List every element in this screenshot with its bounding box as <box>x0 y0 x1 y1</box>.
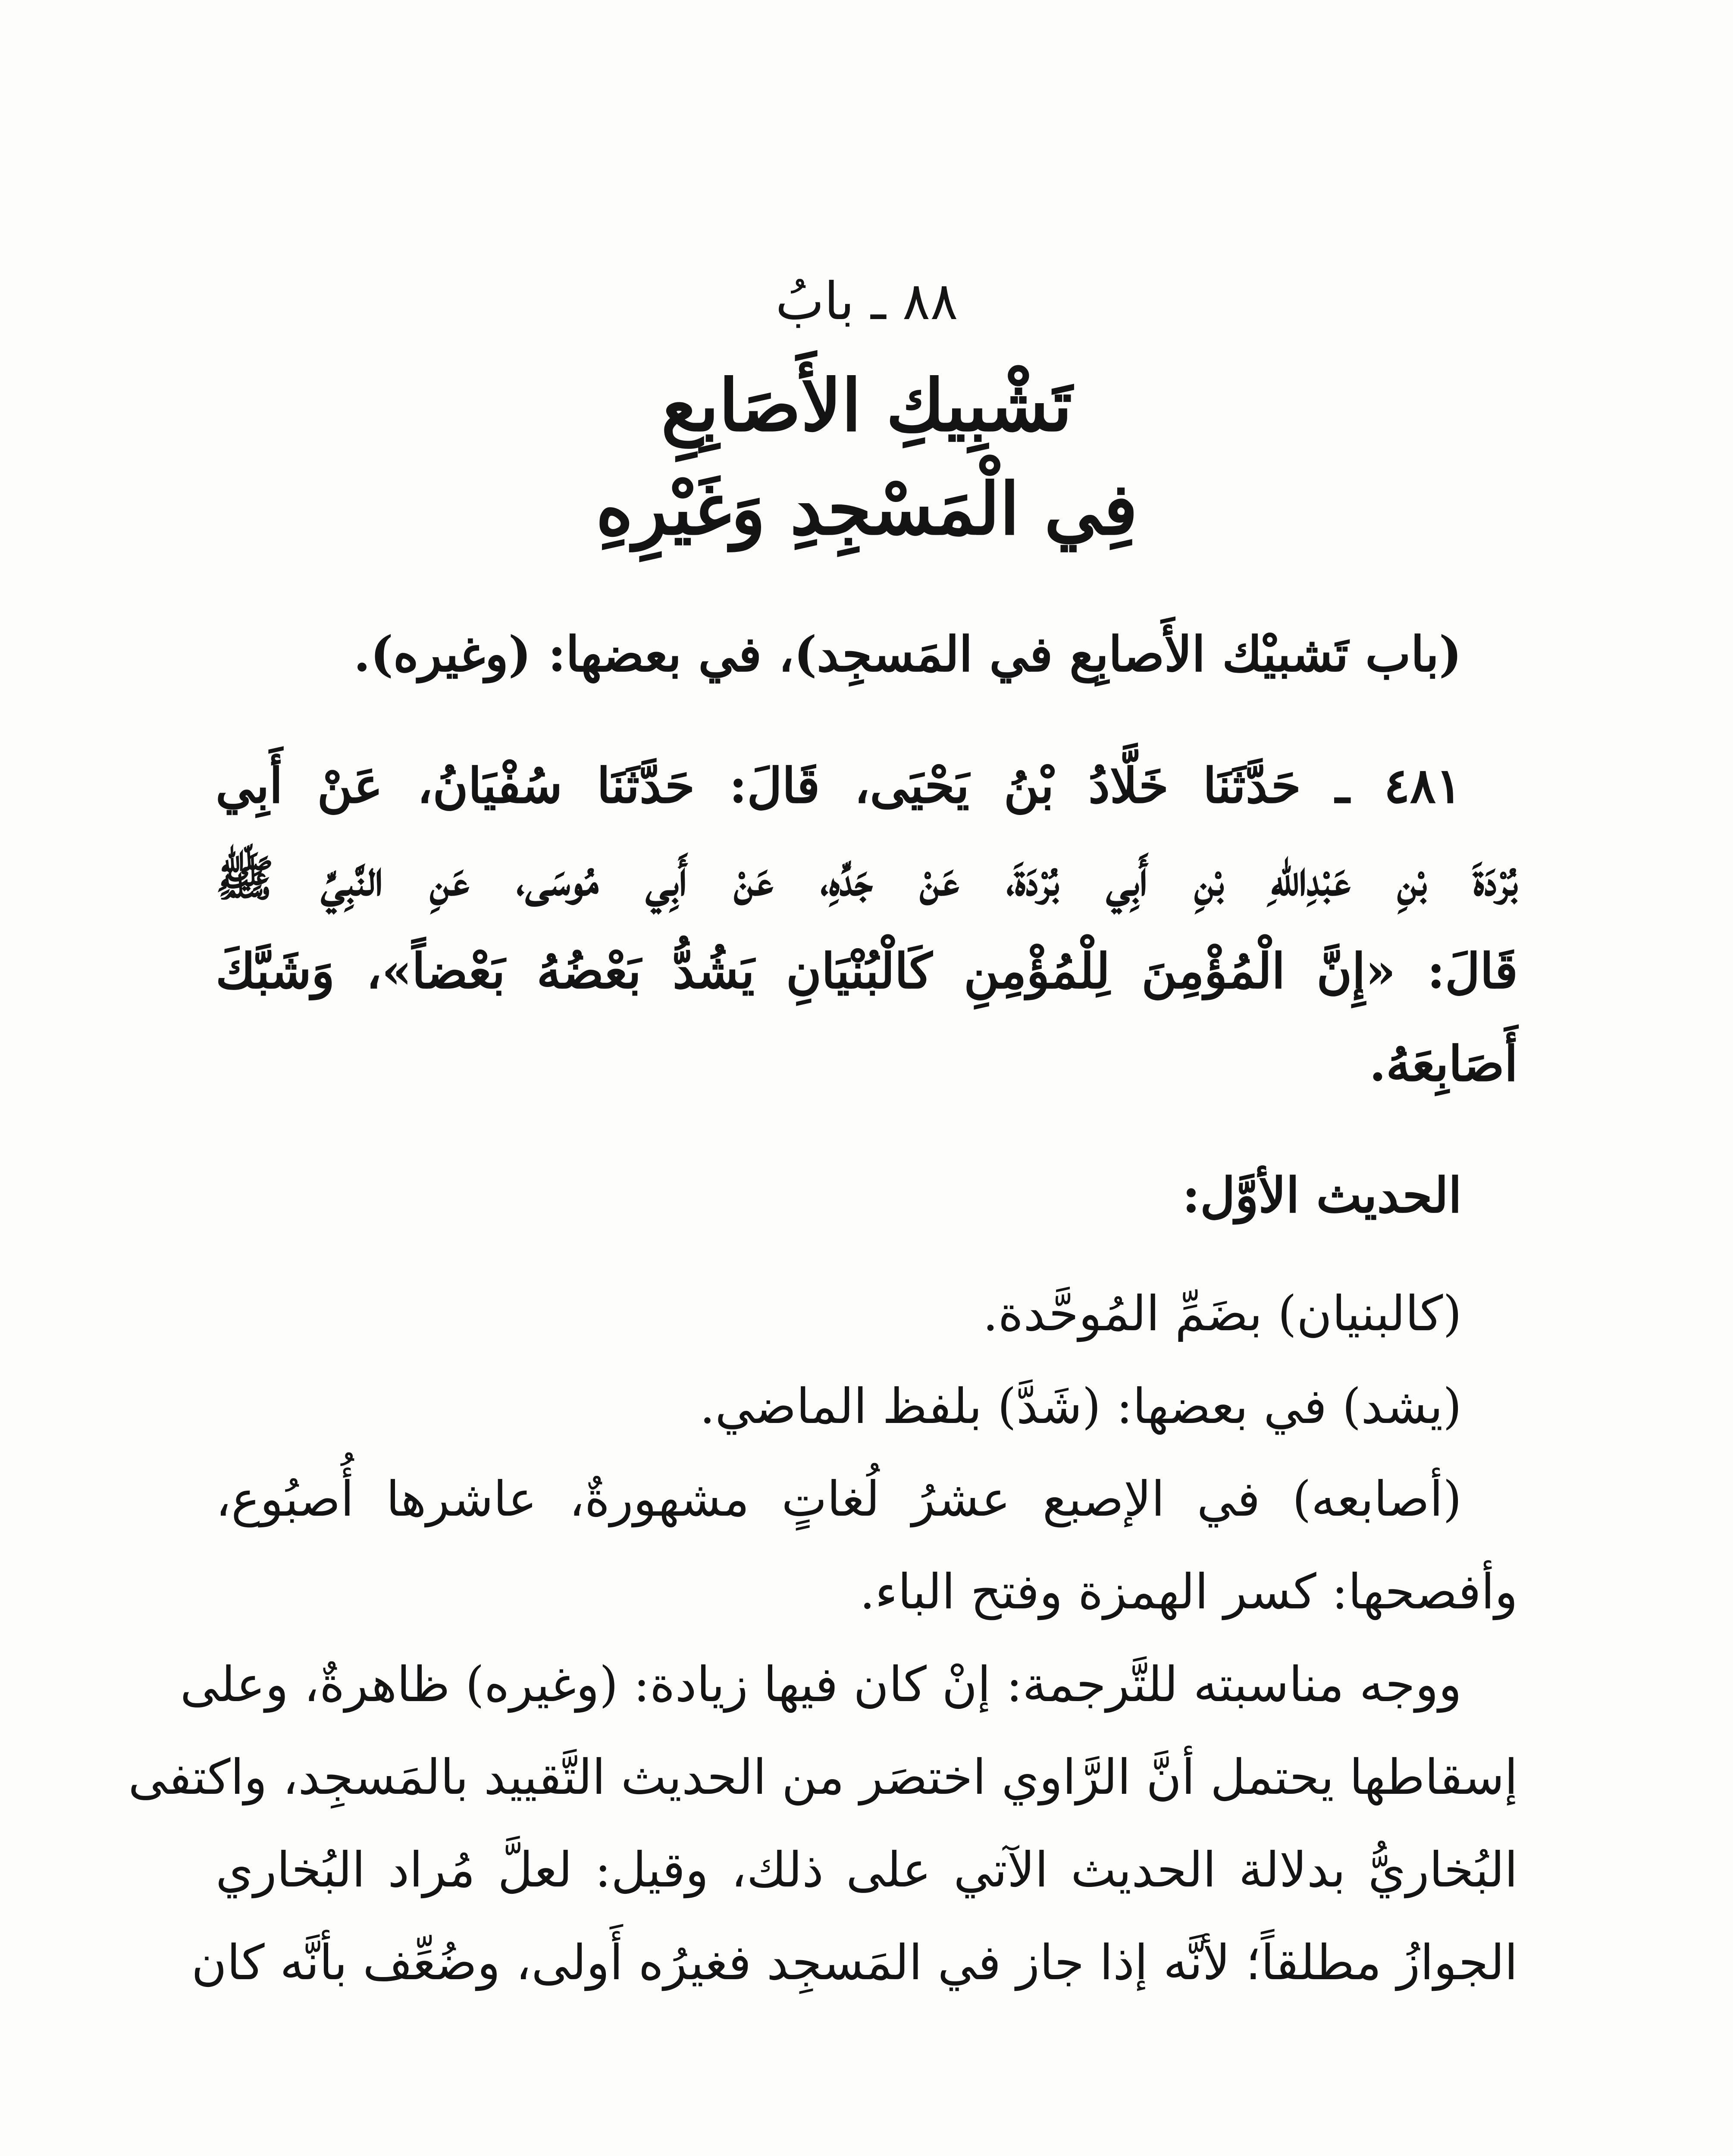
intro-text: (باب تَشبيْك الأَصابِع في المَسجِد)، في بعضها: (وغيره). <box>354 626 1462 683</box>
commentary-line: وأفصحها: كسر الهمزة وفتح الباء. <box>859 1564 1518 1620</box>
text-column <box>128 267 1518 2009</box>
commentary-line: (أصابعه) في الإصبع عشرُ لُغاتٍ مشهورةٌ، عاشرها أُصبُوع، <box>216 1471 1462 1527</box>
commentary-line: ووجه مناسبته للتَّرجمة: إنْ كان فيها زيادة: (وغيره) ظاهرةٌ، وعلى <box>180 1657 1462 1713</box>
hadith-line: ٤٨١ ـ حَدَّثَنَا خَلَّادُ بْنُ يَحْيَى، قَالَ: حَدَّثَنَا سُفْيَانُ، عَنْ أَبِي <box>216 758 1462 814</box>
commentary-line: (يشد) في بعضها: (شَدَّ) بلفظ الماضي. <box>699 1379 1462 1435</box>
hadith-line: أَصَابِعَهُ. <box>1369 1036 1518 1092</box>
commentary-line: (كالبنيان) بضَمِّ المُوحَّدة. <box>983 1286 1462 1342</box>
commentary-line: البُخاريُّ بدلالة الحديث الآتي على ذلك، وقيل: لعلَّ مُراد البُخاري <box>216 1842 1518 1898</box>
commentary-heading: الحديث الأوَّل: <box>1182 1167 1462 1224</box>
hadith-line: قَالَ: «إِنَّ الْمُؤْمِنَ لِلْمُؤْمِنِ كَالْبُنْيَانِ يَشُدُّ بَعْضُهُ بَعْضاً»، وَشَبَّكَ <box>216 943 1518 1000</box>
chapter-title-line-2: فِي الْمَسْجِدِ وَغَيْرِهِ <box>595 467 1138 551</box>
commentary-text <box>128 1149 1518 2009</box>
chapter-number: ٨٨ ـ بابُ <box>775 272 958 332</box>
hadith-line: بُرْدَةَ بْنِ عَبْدِاللهِ بْنِ أَبِي بُرْدَةَ، عَنْ جَدِّهِ، عَنْ أَبِي مُوسَى، عَنِ النَّبِيِّ ﷺ <box>216 850 1518 907</box>
hadith-text <box>216 740 1518 1110</box>
commentary-line: الجوازُ مطلقاً؛ لأنَّه إذا جاز في المَسجِد فغيرُه أَولى، وضُعِّف بأنَّه كان <box>191 1935 1518 1991</box>
commentary-line: إسقاطها يحتمل أنَّ الرَّاوي اختصَر من الحديث التَّقييد بالمَسجِد، واكتفى <box>128 1749 1518 1805</box>
chapter-title-line-1: تَشْبِيكِ الأَصَابِعِ <box>661 364 1072 447</box>
